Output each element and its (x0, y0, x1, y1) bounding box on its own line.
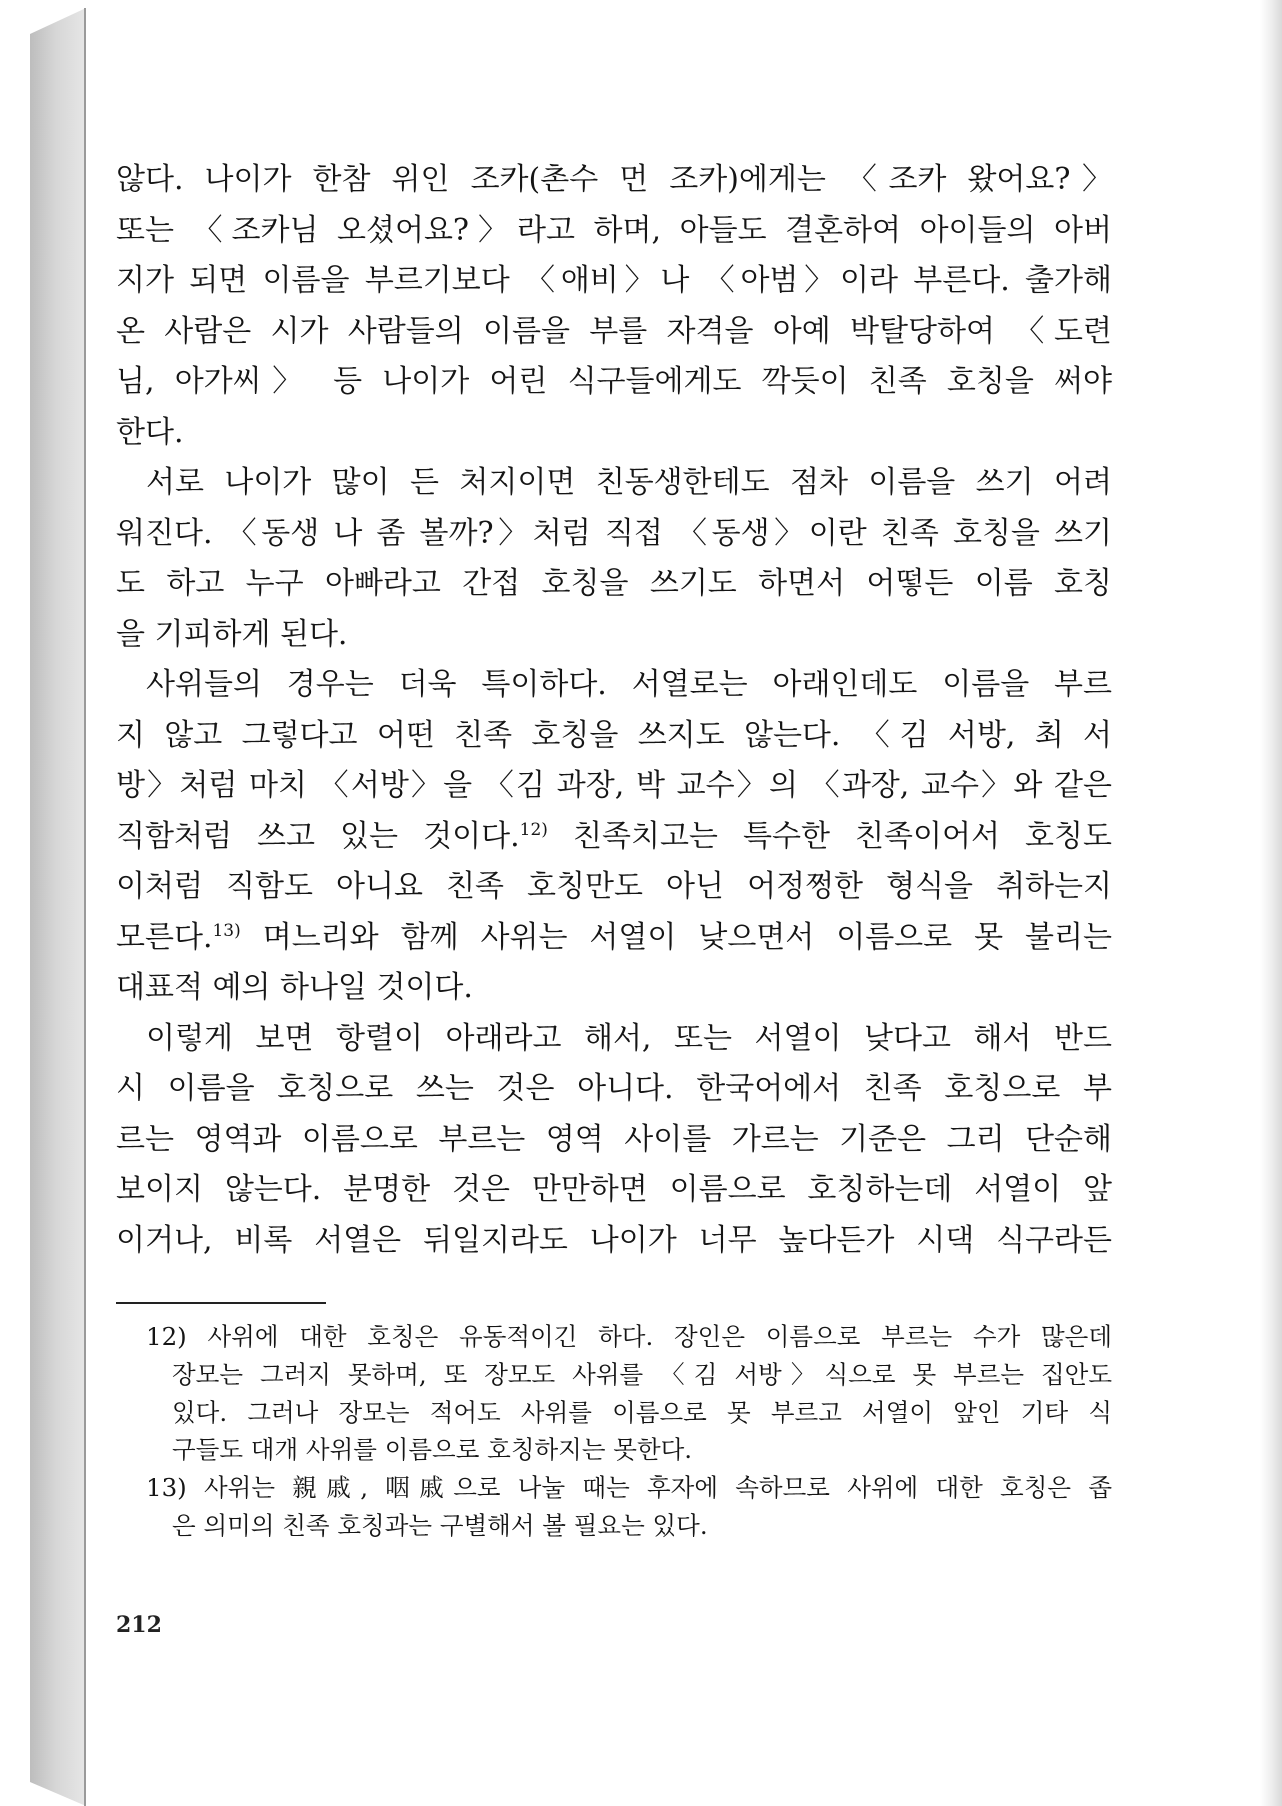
footnote-line: 구들도 대개 사위를 이름으로 호칭하지는 못한다. (172, 1435, 693, 1465)
body-line: 이거나, 비록 서열은 뒤일지라도 나이가 너무 높다든가 시댁 식구라든 (116, 1222, 1112, 1258)
body-line: 않다. 나이가 한참 위인 조카(촌수 먼 조카)에게는 〈조카 왔어요?〉 (116, 162, 1112, 197)
body-line-segment: 친족치고는 특수한 친족이어서 호칭도 (573, 818, 1112, 854)
footnote-divider (116, 1302, 326, 1304)
body-line: 님, 아가씨〉 등 나이가 어린 식구들에게도 깍듯이 친족 호칭을 써야 (116, 364, 1112, 399)
footnote-line: 장모는 그러지 못하며, 또 장모도 사위를 〈김 서방〉식으로 못 부르는 집안도 (172, 1359, 1112, 1389)
body-line: 사위들의 경우는 더욱 특이하다. 서열로는 아래인데도 이름을 부르 (146, 667, 1112, 702)
body-line: 도 하고 누구 아빠라고 간접 호칭을 쓰기도 하면서 어떻든 이름 호칭 (116, 566, 1112, 601)
footnote-number: 12) (146, 1322, 187, 1351)
body-line: 온 사람은 시가 사람들의 이름을 부를 자격을 아예 박탈당하여 〈도련 (116, 313, 1112, 349)
body-line: 지가 되면 이름을 부르기보다 〈애비〉나 〈아범〉이라 부른다. 출가해 (116, 263, 1112, 298)
body-line-segment: 직함처럼 쓰고 있는 것이다. (116, 818, 520, 854)
footnote-text: 사위는 親戚, 咽戚으로 나눌 때는 후자에 속하므로 사위에 대한 호칭은 좁 (204, 1473, 1112, 1503)
body-line-with-footnote (116, 913, 1112, 964)
body-line: 워진다. 〈동생 나 좀 볼까?〉처럼 직접 〈동생〉이란 친족 호칭을 쓰기 (116, 515, 1112, 551)
body-line: 르는 영역과 이름으로 부르는 영역 사이를 가르는 기준은 그리 단순해 (116, 1121, 1112, 1157)
body-line: 또는 〈조카님 오셨어요?〉라고 하며, 아들도 결혼하여 아이들의 아버 (116, 212, 1112, 248)
body-line: 방〉처럼 마치 〈서방〉을 〈김 과장, 박 교수〉의 〈과장, 교수〉와 같은 (116, 768, 1112, 803)
body-line: 시 이름을 호칭으로 쓰는 것은 아니다. 한국어에서 친족 호칭으로 부 (116, 1071, 1112, 1106)
footnote-ref-13[interactable]: 13) (212, 920, 241, 941)
footnote-line: 은 의미의 친족 호칭과는 구별해서 볼 필요는 있다. (172, 1510, 708, 1540)
book-spine-edge (30, 8, 86, 1806)
body-line: 서로 나이가 많이 든 처지이면 친동생한테도 점차 이름을 쓰기 어려 (146, 465, 1112, 500)
body-line: 한다. (116, 414, 184, 450)
body-line: 이렇게 보면 항렬이 아래라고 해서, 또는 서열이 낮다고 해서 반드 (146, 1020, 1112, 1056)
page-right-shadow (1260, 0, 1282, 1806)
body-line-segment: 며느리와 함께 사위는 서열이 낮으면서 이름으로 못 불리는 (262, 919, 1112, 955)
footnotes (146, 1318, 1112, 1545)
footnote-line: 있다. 그러나 장모는 적어도 사위를 이름으로 못 부르고 서열이 앞인 기타 식 (172, 1397, 1112, 1427)
footnote-13 (146, 1469, 1112, 1545)
footnote-ref-12[interactable]: 12) (519, 819, 548, 840)
footnote-number: 13) (146, 1473, 187, 1503)
body-line: 대표적 예의 하나일 것이다. (116, 970, 473, 1005)
body-line: 보이지 않는다. 분명한 것은 만만하면 이름으로 호칭하는데 서열이 앞 (116, 1172, 1112, 1207)
body-text (116, 155, 1112, 1266)
page-number: 212 (116, 1612, 162, 1638)
body-line: 이처럼 직함도 아니요 친족 호칭만도 아닌 어정쩡한 형식을 취하는지 (116, 869, 1112, 904)
body-line: 지 않고 그렇다고 어떤 친족 호칭을 쓰지도 않는다. 〈김 서방, 최 서 (116, 717, 1112, 753)
footnote-12 (146, 1318, 1112, 1469)
footnote-line (146, 1469, 1112, 1507)
body-line-segment: 모른다. (116, 919, 213, 955)
body-line-with-footnote (116, 812, 1112, 863)
footnote-text: 사위에 대한 호칭은 유동적이긴 하다. 장인은 이름으로 부르는 수가 많은데 (207, 1322, 1112, 1351)
body-line: 을 기피하게 된다. (116, 616, 348, 652)
footnote-line (146, 1318, 1112, 1356)
